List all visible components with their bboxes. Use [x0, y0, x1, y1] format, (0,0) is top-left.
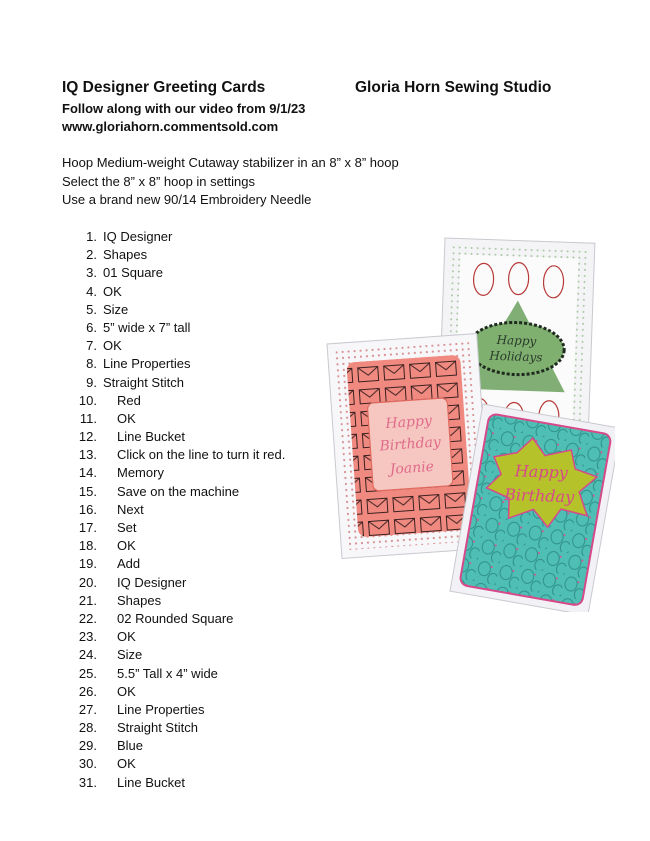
step-item	[62, 592, 285, 610]
step-item	[62, 264, 285, 282]
step-number: 21.	[78, 592, 97, 608]
step-item	[62, 301, 285, 319]
video-reference: Follow along with our video from 9/1/23	[62, 101, 306, 116]
step-item	[62, 755, 285, 773]
step-text: Add	[117, 556, 141, 572]
step-text: Red	[117, 392, 141, 408]
step-number: 23.	[78, 629, 97, 645]
step-text: OK	[117, 683, 136, 699]
step-text: OK	[103, 338, 122, 354]
step-text: 5.5” Tall x 4” wide	[117, 665, 218, 681]
step-text: Click on the line to turn it red.	[117, 447, 286, 463]
step-number: 12.	[78, 429, 97, 445]
step-number: 7.	[86, 338, 97, 354]
step-item	[62, 774, 285, 792]
step-item	[62, 719, 285, 737]
step-item	[62, 683, 285, 701]
step-item	[62, 555, 285, 573]
step-text: Line Bucket	[117, 429, 185, 445]
step-number: 15.	[78, 483, 97, 499]
step-text: Shapes	[103, 247, 148, 263]
step-number: 27.	[78, 701, 97, 717]
step-number: 25.	[78, 665, 97, 681]
step-number: 3.	[86, 265, 97, 281]
step-number: 14.	[78, 465, 97, 481]
step-number: 5.	[86, 301, 97, 317]
step-number: 1.	[86, 229, 97, 244]
document-title: IQ Designer Greeting Cards	[62, 79, 266, 96]
step-text: IQ Designer	[117, 574, 187, 590]
step-number: 6.	[86, 319, 97, 335]
website-link[interactable]: www.gloriahorn.commentsold.com	[62, 119, 279, 134]
step-text: Blue	[117, 738, 144, 754]
step-number: 19.	[78, 556, 97, 572]
step-list	[62, 228, 285, 792]
step-item	[62, 646, 285, 664]
step-item	[62, 410, 285, 428]
step-item	[62, 501, 285, 519]
step-number: 31.	[78, 774, 97, 790]
step-number: 29.	[78, 738, 97, 754]
step-text: Straight Stitch	[103, 374, 184, 390]
pink-card-text-2: Birthday	[379, 434, 442, 455]
step-item	[62, 246, 285, 264]
teal-card-text-1: Happy	[514, 461, 569, 483]
step-number: 8.	[86, 356, 97, 372]
step-text: OK	[117, 538, 136, 554]
step-item	[62, 319, 285, 337]
step-text: 5” wide x 7” tall	[103, 319, 191, 335]
step-number: 16.	[78, 501, 97, 517]
intro-line-needle: Use a brand new 90/14 Embroidery Needle	[62, 192, 312, 207]
step-number: 22.	[78, 610, 97, 626]
intro-line-stabilizer: Hoop Medium-weight Cutaway stabilizer in an 8” x 8” hoop	[62, 155, 399, 170]
step-item	[62, 392, 285, 410]
step-text: 02 Rounded Square	[117, 610, 234, 626]
step-item	[62, 428, 285, 446]
step-number: 28.	[78, 720, 97, 736]
step-text: Line Bucket	[117, 774, 185, 790]
step-text: Straight Stitch	[117, 720, 198, 736]
step-text: Set	[117, 520, 137, 535]
step-number: 4.	[86, 283, 97, 299]
step-number: 18.	[78, 538, 97, 554]
step-number: 26.	[78, 683, 97, 699]
studio-name: Gloria Horn Sewing Studio	[355, 79, 552, 96]
step-text: Line Properties	[117, 701, 205, 717]
step-text: IQ Designer	[103, 229, 173, 244]
step-text: Memory	[117, 465, 164, 481]
christmas-card-text-1: Happy	[496, 332, 537, 349]
step-item	[62, 464, 285, 482]
step-item	[62, 628, 285, 646]
step-text: OK	[103, 283, 122, 299]
step-text: Size	[103, 301, 129, 317]
step-text: 01 Square	[103, 265, 163, 281]
step-text: OK	[117, 410, 136, 426]
teal-card-text-2: Birthday	[503, 484, 575, 507]
step-number: 17.	[78, 520, 97, 535]
christmas-card-text-2: Holidays	[489, 348, 543, 365]
intro-line-hoop: Select the 8” x 8” hoop in settings	[62, 174, 255, 189]
step-item	[62, 701, 285, 719]
step-number: 24.	[78, 647, 97, 663]
step-item	[62, 574, 285, 592]
step-text: Shapes	[117, 592, 162, 608]
greeting-cards-photo	[325, 232, 615, 612]
step-item	[62, 228, 285, 246]
step-text: Next	[117, 501, 144, 517]
step-number: 13.	[78, 447, 97, 463]
step-text: OK	[117, 756, 136, 772]
step-item	[62, 483, 285, 501]
step-text: OK	[117, 629, 136, 645]
step-item	[62, 446, 285, 464]
step-text: Save on the machine	[117, 483, 240, 499]
step-text: Line Properties	[103, 356, 191, 372]
step-number: 20.	[78, 574, 97, 590]
step-item	[62, 665, 285, 683]
step-item	[62, 374, 285, 392]
pink-card-text-1: Happy	[384, 412, 433, 433]
step-number: 11.	[79, 410, 97, 426]
step-item	[62, 355, 285, 373]
step-text: Size	[117, 647, 143, 663]
pink-card-text-3: Joanie	[389, 458, 435, 478]
step-number: 30.	[78, 756, 97, 772]
step-item	[62, 537, 285, 555]
step-number: 2.	[86, 247, 97, 263]
step-number: 9.	[86, 374, 97, 390]
step-number: 10.	[78, 392, 97, 408]
step-item	[62, 737, 285, 755]
step-item	[62, 283, 285, 301]
step-item	[62, 519, 285, 537]
step-item	[62, 337, 285, 355]
step-item	[62, 610, 285, 628]
